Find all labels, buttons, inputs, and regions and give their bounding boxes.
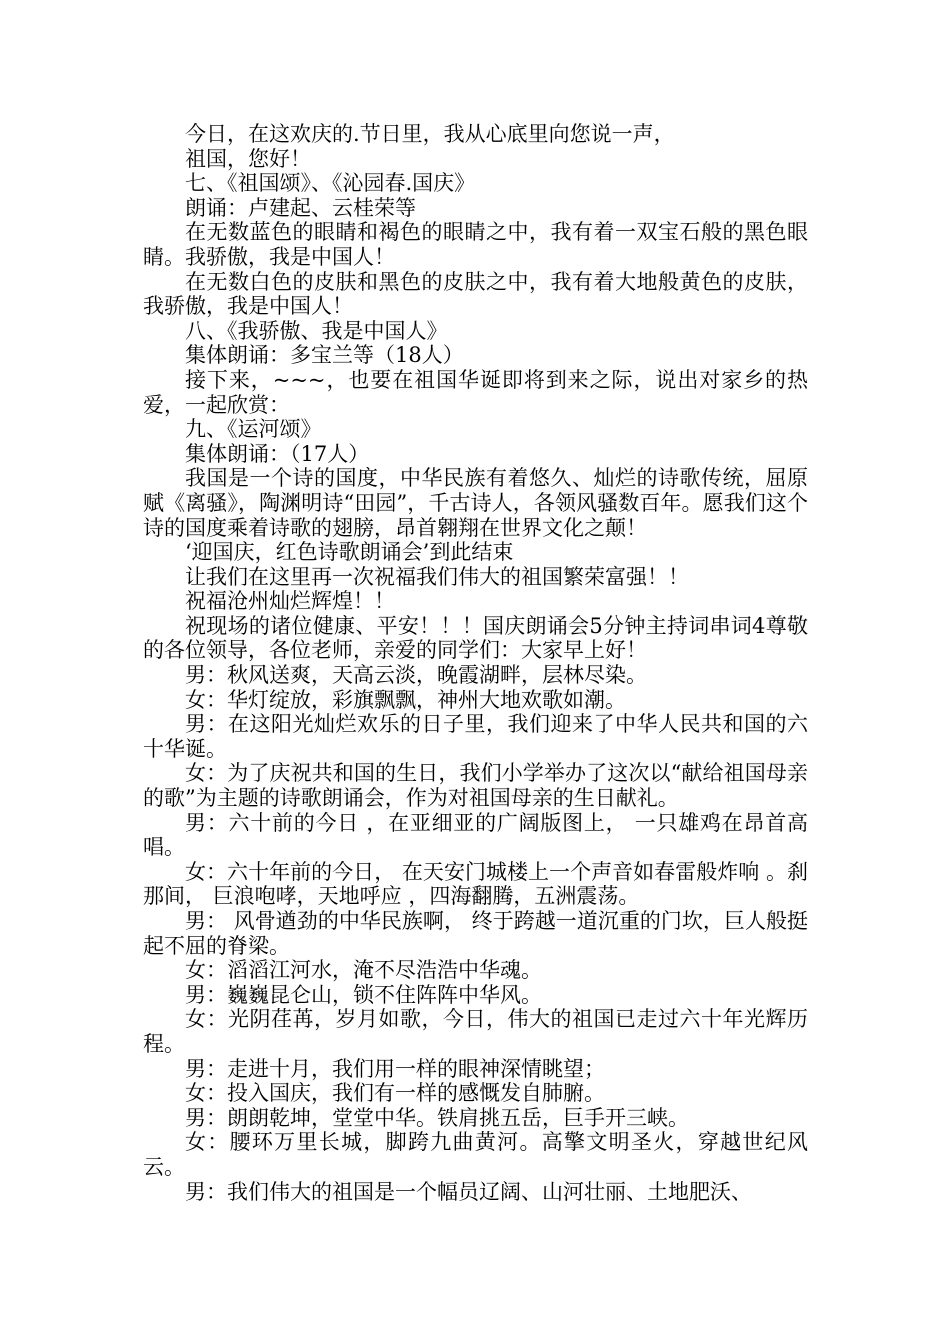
dialogue-line: 女：滔滔江河水，淹不尽浩浩中华魂。	[185, 958, 542, 983]
dialogue-line: 女：华灯绽放，彩旗飘飘，神州大地欢歌如潮。	[185, 687, 626, 712]
paragraph: 今日，在这欢庆的.节日里，我从心底里向您说一声，	[185, 122, 675, 146]
dialogue-line: 男：我们伟大的祖国是一个幅员辽阔、山河壮丽、土地肥沃、	[185, 1179, 752, 1204]
paragraph: 让我们在这里再一次祝福我们伟大的祖国繁荣富强！！	[185, 564, 689, 589]
paragraph: 祝福沧州灿烂辉煌！！	[185, 589, 395, 614]
dialogue-line: 女：投入国庆，我们有一样的感慨发自肺腑。	[185, 1081, 605, 1106]
paragraph: 在无数蓝色的眼睛和褐色的眼睛之中，我有着一双宝石般的黑色眼睛。我骄傲，我是中国人！	[143, 220, 808, 269]
dialogue-line: 男：在这阳光灿烂欢乐的日子里，我们迎来了中华人民共和国的六十华诞。	[143, 712, 808, 761]
dialogue-line: 男：朗朗乾坤，堂堂中华。铁肩挑五岳，巨手开三峡。	[185, 1105, 689, 1130]
section-heading: 八、《我骄傲、我是中国人》	[185, 318, 448, 343]
section-heading: 九、《运河颂》	[185, 417, 322, 442]
paragraph: 我国是一个诗的国度，中华民族有着悠久、灿烂的诗歌传统，屈原赋《离骚》，陶渊明诗“田园”，千古诗人，各领风骚数百年。愿我们这个诗的国度乘着诗歌的翅膀，昂首翱翔在世界文化之颠！	[143, 466, 808, 540]
paragraph: 在无数白色的皮肤和黑色的皮肤之中，我有着大地般黄色的皮肤，我骄傲，我是中国人！	[143, 269, 808, 319]
dialogue-line: 女：为了庆祝共和国的生日，我们小学举办了这次以“献给祖国母亲的歌”为主题的诗歌朗诵会，作为对祖国母亲的生日献礼。	[143, 761, 808, 811]
section-heading: 七、《祖国颂》、《沁园春.国庆》	[185, 171, 476, 196]
paragraph: 集体朗诵：（17人）	[185, 441, 370, 466]
paragraph: 集体朗诵：多宝兰等（18人）	[185, 343, 464, 368]
dialogue-line: 男：走进十月，我们用一样的眼神深情眺望；	[185, 1056, 605, 1081]
dialogue-line: 男： 风骨遒劲的中华民族啊， 终于跨越一道沉重的门坎，巨人般挺起不屈的脊梁。	[143, 909, 808, 958]
paragraph: ‘迎国庆，红色诗歌朗诵会’到此结束	[185, 540, 514, 565]
dialogue-line: 女：六十年前的今日， 在天安门城楼上一个声音如春雷般炸响 。刹那间， 巨浪咆哮，天地呼应 ，四海翻腾，五洲震荡。	[143, 859, 808, 909]
paragraph: 祝现场的诸位健康、平安！！！国庆朗诵会5分钟主持词串词4尊敬的各位领导，各位老师，亲爱的同学们：大家早上好！	[143, 613, 808, 663]
paragraph: 接下来，~~~，也要在祖国华诞即将到来之际，说出对家乡的热爱，一起欣赏：	[143, 367, 808, 417]
dialogue-line: 女：光阴荏苒，岁月如歌，今日，伟大的祖国已走过六十年光辉历程。	[143, 1007, 808, 1056]
dialogue-line: 女：腰环万里长城，脚跨九曲黄河。高擎文明圣火，穿越世纪风云。	[143, 1130, 808, 1179]
dialogue-line: 男：巍巍昆仑山，锁不住阵阵中华风。	[185, 982, 542, 1007]
dialogue-line: 男：六十前的今日 ，在亚细亚的广阔版图上， 一只雄鸡在昂首高唱。	[143, 810, 808, 860]
document-body	[143, 122, 808, 1204]
paragraph: 祖国，您好！	[185, 146, 311, 171]
paragraph: 朗诵：卢建起、云桂荣等	[185, 195, 416, 220]
dialogue-line: 男：秋风送爽，天高云淡，晚霞湖畔，层林尽染。	[185, 663, 647, 688]
